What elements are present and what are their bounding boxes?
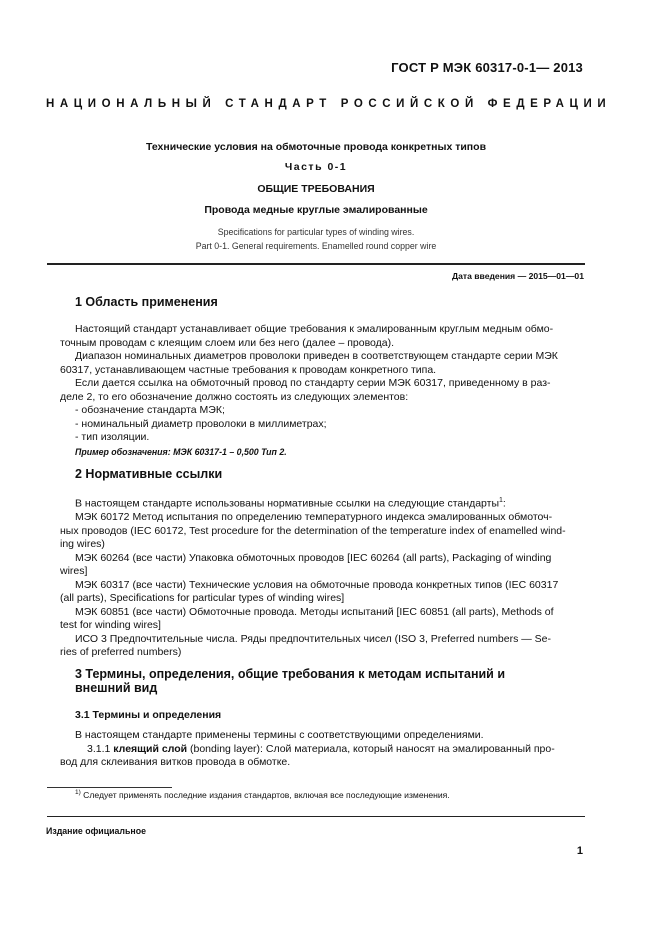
ref-iec-60264-a: МЭК 60264 (все части) Упаковка обмоточных проводов [IEC 60264 (all parts), Packaging of winding bbox=[75, 551, 552, 564]
section-1-body bbox=[60, 323, 558, 460]
s1-p2-line-a: Диапазон номинальных диаметров проволоки приведен в соответствующем стандарте серии МЭК bbox=[75, 350, 558, 362]
national-standard-banner: НАЦИОНАЛЬНЫЙ СТАНДАРТ РОССИЙСКОЙ ФЕДЕРАЦИИ bbox=[46, 98, 612, 110]
english-title-line-1: Specifications for particular types of winding wires. bbox=[217, 227, 415, 237]
list-item-standard: - обозначение стандарта МЭК; bbox=[75, 404, 225, 416]
title-divider bbox=[47, 263, 585, 265]
s1-p1-line-a: Настоящий стандарт устанавливает общие требования к эмалированным круглым медным обмо- bbox=[75, 323, 554, 335]
s2-intro: В настоящем стандарте использованы нормативные ссылки на следующие стандарты$^1$: bbox=[75, 497, 506, 510]
list-item-insulation: - тип изоляции. bbox=[75, 431, 150, 443]
ref-iec-60851-b: test for winding wires] bbox=[60, 619, 161, 631]
standard-title: Технические условия на обмоточные провода конкретных типов bbox=[145, 141, 487, 153]
section-3-body bbox=[60, 729, 555, 770]
footnote-mark: 1) bbox=[75, 789, 81, 796]
section-3-heading-line-a: 3 Термины, определения, общие требования к методам испытаний и bbox=[75, 667, 506, 681]
standard-subtitle: Провода медные круглые эмалированные bbox=[204, 204, 428, 216]
s3-intro: В настоящем стандарте применены термины с соответствующими определениями. bbox=[75, 729, 484, 741]
footnote: $^{1)}$ Следует применять последние издания стандартов, включая все последующие изменения. bbox=[75, 789, 450, 800]
footnote-ref: 1 bbox=[499, 497, 503, 504]
ref-iec-60317-a: МЭК 60317 (все части) Технические условия на обмоточные провода конкретных типов (IEC 60317 bbox=[75, 578, 559, 591]
ref-iec-60172-a: МЭК 60172 Метод испытания по определению температурного индекса эмалированных обмоточ- bbox=[75, 511, 553, 523]
introduction-date: Дата введения — 2015—01—01 bbox=[451, 271, 584, 281]
definition-bonding-layer: 3.1.1 клеящий слой (bonding layer): Слой материала, который наносят на эмалированный про- bbox=[87, 742, 555, 755]
official-edition-label: Издание официальное bbox=[46, 826, 146, 836]
part-label: Часть 0-1 bbox=[284, 161, 348, 173]
definition-bonding-layer-cont: вод для склеивания витков провода в обмотке. bbox=[60, 756, 291, 768]
english-title-line-2: Part 0-1. General requirements. Enamelled round copper wire bbox=[195, 241, 437, 251]
ref-iec-60317-b: (all parts), Specifications for particular types of winding wires] bbox=[60, 592, 345, 604]
s1-p3-line-a: Если дается ссылка на обмоточный провод по стандарту серии МЭК 60317, приведенному в раз- bbox=[75, 377, 551, 389]
ref-iec-60851-a: МЭК 60851 (все части) Обмоточные провода. Методы испытаний [IEC 60851 (all parts), Methods of bbox=[75, 605, 554, 618]
list-item-diameter: - номинальный диаметр проволоки в миллиметрах; bbox=[75, 417, 327, 430]
subsection-3-1-heading: 3.1 Термины и определения bbox=[75, 709, 222, 721]
s1-p1-line-b: точным проводам с клеящим слоем или без него (далее – провода). bbox=[60, 336, 395, 349]
s1-p2-line-b: 60317, устанавливающем частные требования к проводам конкретного типа. bbox=[60, 363, 437, 376]
section-1-heading: 1 Область применения bbox=[75, 295, 218, 309]
ref-iso-3-b: ries of preferred numbers) bbox=[60, 646, 182, 658]
section-3-heading bbox=[75, 667, 505, 695]
ref-iec-60264-b: wires] bbox=[60, 565, 88, 577]
ref-iec-60172-c: ing wires) bbox=[60, 538, 105, 550]
ref-iec-60172-b: ных проводов (IEC 60172, Test procedure for the determination of the temperature index of enamelled wind- bbox=[60, 524, 566, 537]
document-code: ГОСТ Р МЭК 60317-0-1— 2013 bbox=[391, 60, 583, 75]
general-requirements-title: ОБЩИЕ ТРЕБОВАНИЯ bbox=[257, 183, 375, 195]
footer-divider bbox=[47, 816, 585, 817]
section-3-heading-line-b: внешний вид bbox=[75, 681, 158, 695]
section-2-body bbox=[60, 494, 566, 660]
designation-example: Пример обозначения: МЭК 60317-1 – 0,500 Тип 2. bbox=[75, 446, 287, 457]
page-number: 1 bbox=[576, 845, 583, 857]
footnote-divider bbox=[47, 787, 172, 788]
s1-p3-line-b: деле 2, то его обозначение должно состоять из следующих элементов: bbox=[60, 390, 409, 403]
ref-iso-3-a: ИСО 3 Предпочтительные числа. Ряды предпочтительных чисел (ISO 3, Preferred numbers — Se- bbox=[75, 632, 552, 645]
term-bonding-layer: клеящий слой bbox=[113, 742, 188, 755]
section-2-heading: 2 Нормативные ссылки bbox=[75, 467, 223, 481]
